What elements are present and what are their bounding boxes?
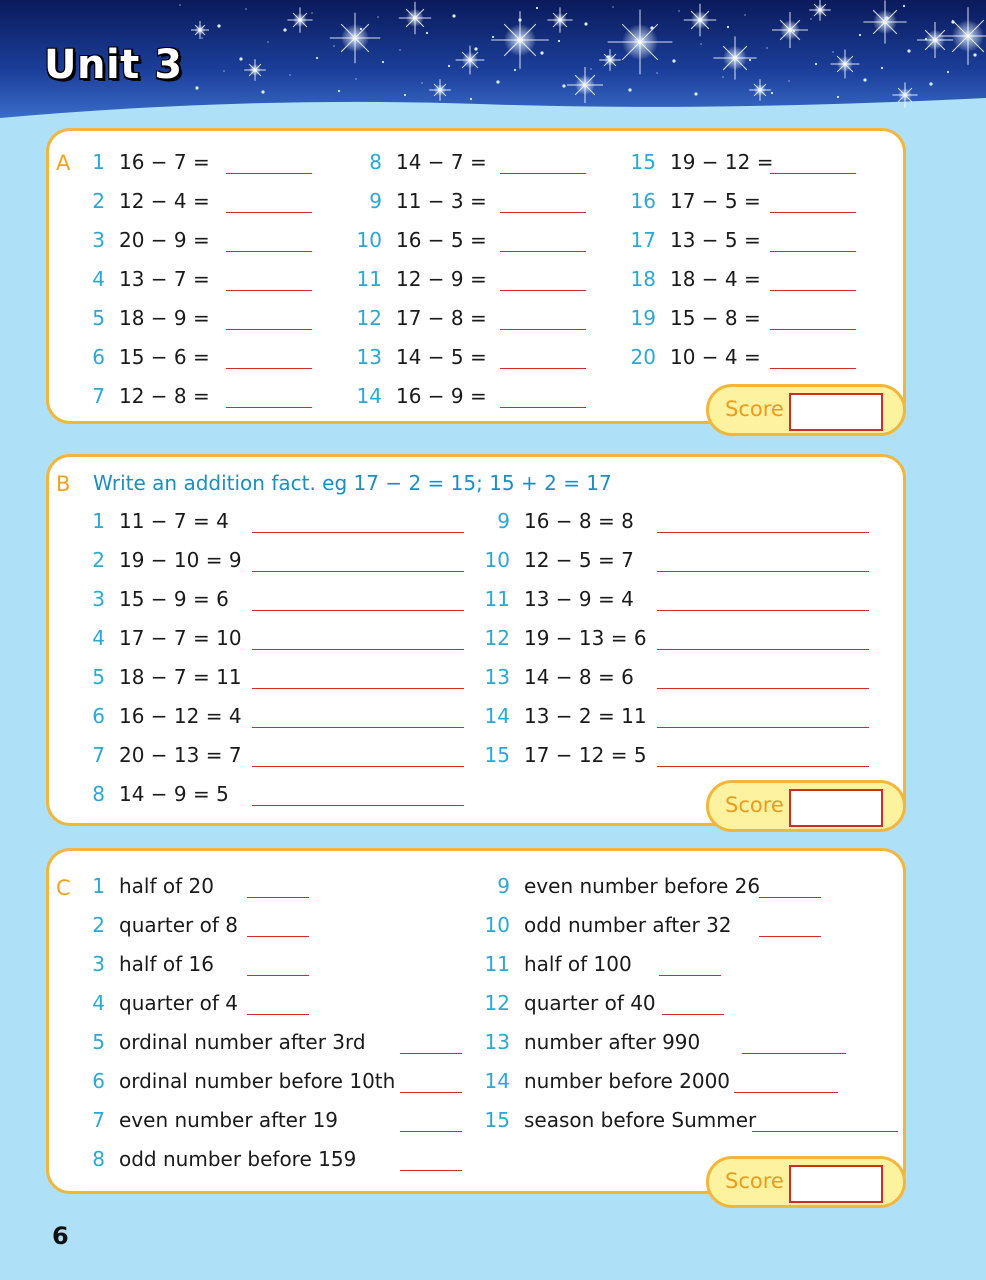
question-number: 4 xyxy=(92,991,105,1015)
question-number: 9 xyxy=(497,509,510,533)
question-text: 10 − 4 = xyxy=(670,345,761,369)
answer-line[interactable] xyxy=(400,1092,462,1093)
star-dot xyxy=(496,80,499,83)
star-dot xyxy=(881,67,883,69)
star-dot xyxy=(815,63,817,65)
star-dot xyxy=(283,28,286,31)
answer-line[interactable] xyxy=(657,649,869,650)
question-text: odd number before 159 xyxy=(119,1147,357,1171)
star-dot xyxy=(404,94,406,96)
answer-line[interactable] xyxy=(226,368,312,369)
question-text: number after 990 xyxy=(524,1030,701,1054)
question-item xyxy=(482,874,760,898)
question-item xyxy=(78,150,210,174)
answer-line[interactable] xyxy=(500,173,586,174)
answer-line[interactable] xyxy=(252,571,464,572)
question-item xyxy=(78,228,210,252)
answer-line[interactable] xyxy=(657,766,869,767)
question-number: 2 xyxy=(92,189,105,213)
question-number: 1 xyxy=(92,874,105,898)
answer-line[interactable] xyxy=(247,936,309,937)
star-dot xyxy=(333,45,334,46)
question-number: 20 xyxy=(630,345,656,369)
star-dot xyxy=(426,32,428,34)
section-letter-b: B xyxy=(56,472,71,496)
score-label: Score xyxy=(725,1169,784,1193)
star-dot xyxy=(744,14,745,15)
star-dot xyxy=(452,14,455,17)
question-text: half of 100 xyxy=(524,952,632,976)
question-text: 15 − 8 = xyxy=(670,306,761,330)
answer-line[interactable] xyxy=(500,212,586,213)
question-text: 20 − 13 = 7 xyxy=(119,743,242,767)
question-text: half of 20 xyxy=(119,874,214,898)
question-item xyxy=(482,587,634,611)
star-dot xyxy=(771,92,773,94)
star-dot xyxy=(536,7,538,9)
question-number: 5 xyxy=(92,306,105,330)
star-dot xyxy=(492,36,494,38)
answer-line[interactable] xyxy=(252,532,464,533)
question-text: 15 − 9 = 6 xyxy=(119,587,229,611)
answer-line[interactable] xyxy=(400,1170,462,1171)
star-dot xyxy=(929,82,932,85)
question-number: 13 xyxy=(356,345,382,369)
unit-title: Unit 3 xyxy=(44,42,183,88)
star-dot xyxy=(973,53,976,56)
question-number: 8 xyxy=(92,1147,105,1171)
star-dot xyxy=(239,57,242,60)
question-text: 13 − 7 = xyxy=(119,267,210,291)
question-text: 16 − 8 = 8 xyxy=(524,509,634,533)
question-number: 13 xyxy=(484,665,510,689)
question-text: 19 − 10 = 9 xyxy=(119,548,242,572)
question-item xyxy=(482,952,632,976)
answer-line[interactable] xyxy=(252,805,464,806)
question-number: 1 xyxy=(92,150,105,174)
question-number: 7 xyxy=(92,1108,105,1132)
answer-line[interactable] xyxy=(770,251,856,252)
star-dot xyxy=(678,10,679,11)
question-text: 12 − 9 = xyxy=(396,267,487,291)
question-text: 13 − 9 = 4 xyxy=(524,587,634,611)
star-dot xyxy=(558,40,560,42)
star-dot xyxy=(448,65,450,67)
section-b-instruction: Write an addition fact. eg 17 − 2 = 15; 15 + 2 = 17 xyxy=(93,471,612,495)
star-dot xyxy=(289,74,290,75)
question-number: 12 xyxy=(484,991,510,1015)
question-text: 17 − 7 = 10 xyxy=(119,626,242,650)
score-badge-b xyxy=(706,780,906,832)
answer-line[interactable] xyxy=(500,290,586,291)
question-text: 16 − 7 = xyxy=(119,150,210,174)
question-text: 18 − 9 = xyxy=(119,306,210,330)
page-number: 6 xyxy=(52,1222,69,1250)
question-text: 12 − 8 = xyxy=(119,384,210,408)
answer-line[interactable] xyxy=(252,727,464,728)
star-dot xyxy=(907,49,910,52)
question-number: 14 xyxy=(484,1069,510,1093)
star-dot xyxy=(311,12,312,13)
question-text: ordinal number before 10th xyxy=(119,1069,396,1093)
question-item xyxy=(78,874,214,898)
star-dot xyxy=(612,6,613,7)
question-number: 15 xyxy=(630,150,656,174)
star-dot xyxy=(179,4,180,5)
question-item xyxy=(78,384,210,408)
question-number: 8 xyxy=(92,782,105,806)
question-text: 14 − 8 = 6 xyxy=(524,665,634,689)
question-item xyxy=(482,704,647,728)
question-text: even number before 26 xyxy=(524,874,761,898)
star-dot xyxy=(261,90,264,93)
score-label: Score xyxy=(725,397,784,421)
question-item xyxy=(482,1030,700,1054)
answer-line[interactable] xyxy=(752,1131,898,1132)
question-item xyxy=(78,665,242,689)
question-number: 11 xyxy=(484,952,510,976)
answer-line[interactable] xyxy=(657,610,869,611)
question-number: 9 xyxy=(497,874,510,898)
section-letter-c: C xyxy=(56,876,71,900)
unit-header-banner xyxy=(0,0,986,125)
star-dot xyxy=(514,69,516,71)
question-number: 13 xyxy=(484,1030,510,1054)
score-badge-c xyxy=(706,1156,906,1208)
answer-line[interactable] xyxy=(226,407,312,408)
question-item xyxy=(78,1030,366,1054)
star-dot xyxy=(727,26,729,28)
question-number: 1 xyxy=(92,509,105,533)
question-text: quarter of 4 xyxy=(119,991,238,1015)
answer-line[interactable] xyxy=(500,368,586,369)
star-dot xyxy=(562,84,565,87)
question-text: ordinal number after 3rd xyxy=(119,1030,366,1054)
question-number: 10 xyxy=(484,913,510,937)
question-number: 17 xyxy=(630,228,656,252)
star-dot xyxy=(421,82,422,83)
star-dot xyxy=(947,71,949,73)
question-text: 14 − 5 = xyxy=(396,345,487,369)
question-text: quarter of 8 xyxy=(119,913,238,937)
answer-line[interactable] xyxy=(226,251,312,252)
answer-line[interactable] xyxy=(226,329,312,330)
question-item xyxy=(628,345,761,369)
question-text: number before 2000 xyxy=(524,1069,731,1093)
question-text: 14 − 9 = 5 xyxy=(119,782,229,806)
star-dot xyxy=(788,80,789,81)
question-item xyxy=(482,743,647,767)
question-item xyxy=(482,1069,730,1093)
question-number: 11 xyxy=(356,267,382,291)
star-dot xyxy=(832,51,833,52)
star-dot xyxy=(634,39,635,40)
star-dot xyxy=(606,55,609,58)
question-item xyxy=(354,228,487,252)
star-dot xyxy=(903,5,905,7)
question-item xyxy=(628,228,761,252)
question-item xyxy=(482,1108,756,1132)
question-item xyxy=(78,782,229,806)
question-item xyxy=(78,704,242,728)
star-dot xyxy=(355,78,356,79)
star-dot xyxy=(223,70,224,71)
star-dot xyxy=(377,16,378,17)
question-number: 6 xyxy=(92,345,105,369)
section-c-panel xyxy=(46,848,906,1194)
star-dot xyxy=(540,51,543,54)
question-item xyxy=(354,189,487,213)
question-item xyxy=(482,548,634,572)
answer-line[interactable] xyxy=(770,212,856,213)
answer-line[interactable] xyxy=(742,1053,846,1054)
score-badge-a xyxy=(706,384,906,436)
answer-line[interactable] xyxy=(252,688,464,689)
star-dot xyxy=(590,68,591,69)
answer-line[interactable] xyxy=(657,688,869,689)
question-number: 19 xyxy=(630,306,656,330)
answer-line[interactable] xyxy=(400,1053,462,1054)
answer-line[interactable] xyxy=(247,1014,309,1015)
question-number: 5 xyxy=(92,665,105,689)
star-dot xyxy=(470,98,472,100)
question-item xyxy=(628,150,774,174)
question-text: 13 − 2 = 11 xyxy=(524,704,647,728)
star-dot xyxy=(749,59,751,61)
question-number: 14 xyxy=(356,384,382,408)
question-number: 14 xyxy=(484,704,510,728)
star-dot xyxy=(885,16,888,19)
question-text: 14 − 7 = xyxy=(396,150,487,174)
question-text: quarter of 40 xyxy=(524,991,656,1015)
question-text: 20 − 9 = xyxy=(119,228,210,252)
score-label: Score xyxy=(725,793,784,817)
question-number: 9 xyxy=(369,189,382,213)
star-dot xyxy=(518,18,521,21)
question-item xyxy=(78,306,210,330)
question-text: 12 − 4 = xyxy=(119,189,210,213)
answer-line[interactable] xyxy=(734,1092,838,1093)
question-number: 18 xyxy=(630,267,656,291)
question-number: 3 xyxy=(92,952,105,976)
star-dot xyxy=(810,18,811,19)
question-item xyxy=(354,345,487,369)
question-number: 5 xyxy=(92,1030,105,1054)
question-item xyxy=(78,267,210,291)
star-dot xyxy=(837,96,839,98)
question-item xyxy=(78,587,229,611)
question-item xyxy=(78,1069,395,1093)
answer-line[interactable] xyxy=(657,727,869,728)
question-item xyxy=(354,150,487,174)
question-number: 15 xyxy=(484,1108,510,1132)
star-dot xyxy=(245,8,246,9)
star-dot xyxy=(951,20,954,23)
question-item xyxy=(78,913,238,937)
answer-line[interactable] xyxy=(226,173,312,174)
question-number: 10 xyxy=(484,548,510,572)
question-text: 11 − 7 = 4 xyxy=(119,509,229,533)
question-item xyxy=(628,267,761,291)
question-item xyxy=(78,548,242,572)
star-dot xyxy=(628,88,631,91)
question-number: 4 xyxy=(92,267,105,291)
question-text: 17 − 5 = xyxy=(670,189,761,213)
answer-line[interactable] xyxy=(659,975,721,976)
question-item xyxy=(354,267,487,291)
star-dot xyxy=(217,24,220,27)
question-text: season before Summer xyxy=(524,1108,757,1132)
answer-line[interactable] xyxy=(657,571,869,572)
star-dot xyxy=(399,49,400,50)
question-item xyxy=(78,991,238,1015)
star-dot xyxy=(650,26,653,29)
question-item xyxy=(628,189,761,213)
question-text: 16 − 12 = 4 xyxy=(119,704,242,728)
answer-line[interactable] xyxy=(657,532,869,533)
answer-line[interactable] xyxy=(759,897,821,898)
question-number: 7 xyxy=(92,743,105,767)
question-number: 4 xyxy=(92,626,105,650)
answer-line[interactable] xyxy=(247,897,309,898)
star-dot xyxy=(722,76,723,77)
question-text: half of 16 xyxy=(119,952,214,976)
answer-line[interactable] xyxy=(226,290,312,291)
question-number: 3 xyxy=(92,228,105,252)
question-item xyxy=(482,626,647,650)
question-number: 16 xyxy=(630,189,656,213)
star-dot xyxy=(584,22,587,25)
star-dot xyxy=(863,78,866,81)
answer-line[interactable] xyxy=(400,1131,462,1132)
question-item xyxy=(78,189,210,213)
star-dot xyxy=(672,59,675,62)
answer-line[interactable] xyxy=(226,212,312,213)
question-text: 12 − 5 = 7 xyxy=(524,548,634,572)
answer-line[interactable] xyxy=(770,173,856,174)
question-number: 6 xyxy=(92,1069,105,1093)
answer-line[interactable] xyxy=(500,251,586,252)
star-dot xyxy=(925,38,927,40)
question-number: 3 xyxy=(92,587,105,611)
question-text: 15 − 6 = xyxy=(119,345,210,369)
question-number: 2 xyxy=(92,548,105,572)
question-number: 8 xyxy=(369,150,382,174)
question-text: 13 − 5 = xyxy=(670,228,761,252)
question-item xyxy=(78,1147,356,1171)
question-item xyxy=(482,991,656,1015)
star-dot xyxy=(201,37,202,38)
star-dot xyxy=(766,47,767,48)
star-dot xyxy=(793,30,795,32)
star-dot xyxy=(267,41,268,42)
question-item xyxy=(628,306,761,330)
score-input-box[interactable] xyxy=(789,1165,883,1203)
answer-line[interactable] xyxy=(770,290,856,291)
question-number: 6 xyxy=(92,704,105,728)
star-dot xyxy=(195,86,198,89)
answer-line[interactable] xyxy=(662,1014,724,1015)
question-text: odd number after 32 xyxy=(524,913,732,937)
question-text: 17 − 12 = 5 xyxy=(524,743,647,767)
star-dot xyxy=(338,90,340,92)
star-dot xyxy=(656,72,657,73)
question-item xyxy=(78,952,214,976)
star-dot xyxy=(694,92,697,95)
question-item xyxy=(482,509,634,533)
star-dot xyxy=(700,43,701,44)
question-text: 19 − 12 = xyxy=(670,150,774,174)
star-dot xyxy=(316,57,318,59)
star-dot xyxy=(859,34,861,36)
answer-line[interactable] xyxy=(770,329,856,330)
question-item xyxy=(78,345,210,369)
question-number: 10 xyxy=(356,228,382,252)
question-text: 18 − 4 = xyxy=(670,267,761,291)
answer-line[interactable] xyxy=(770,368,856,369)
question-item xyxy=(78,743,242,767)
section-letter-a: A xyxy=(56,151,71,175)
question-text: 16 − 9 = xyxy=(396,384,487,408)
question-item xyxy=(482,665,634,689)
answer-line[interactable] xyxy=(252,766,464,767)
score-input-box[interactable] xyxy=(789,393,883,431)
question-text: 17 − 8 = xyxy=(396,306,487,330)
answer-line[interactable] xyxy=(759,936,821,937)
question-number: 7 xyxy=(92,384,105,408)
question-item xyxy=(78,509,229,533)
question-item xyxy=(78,1108,338,1132)
question-item xyxy=(482,913,732,937)
question-number: 15 xyxy=(484,743,510,767)
star-dot xyxy=(382,61,384,63)
answer-line[interactable] xyxy=(252,610,464,611)
question-number: 2 xyxy=(92,913,105,937)
star-dot xyxy=(360,28,362,30)
score-input-box[interactable] xyxy=(789,789,883,827)
answer-line[interactable] xyxy=(252,649,464,650)
question-number: 11 xyxy=(484,587,510,611)
question-number: 12 xyxy=(484,626,510,650)
question-text: 16 − 5 = xyxy=(396,228,487,252)
question-text: 18 − 7 = 11 xyxy=(119,665,242,689)
question-number: 12 xyxy=(356,306,382,330)
answer-line[interactable] xyxy=(247,975,309,976)
question-item xyxy=(78,626,242,650)
answer-line[interactable] xyxy=(500,329,586,330)
question-text: 11 − 3 = xyxy=(396,189,487,213)
question-item xyxy=(354,306,487,330)
star-dot xyxy=(474,47,477,50)
question-item xyxy=(354,384,487,408)
question-text: 19 − 13 = 6 xyxy=(524,626,647,650)
question-text: even number after 19 xyxy=(119,1108,339,1132)
answer-line[interactable] xyxy=(500,407,586,408)
